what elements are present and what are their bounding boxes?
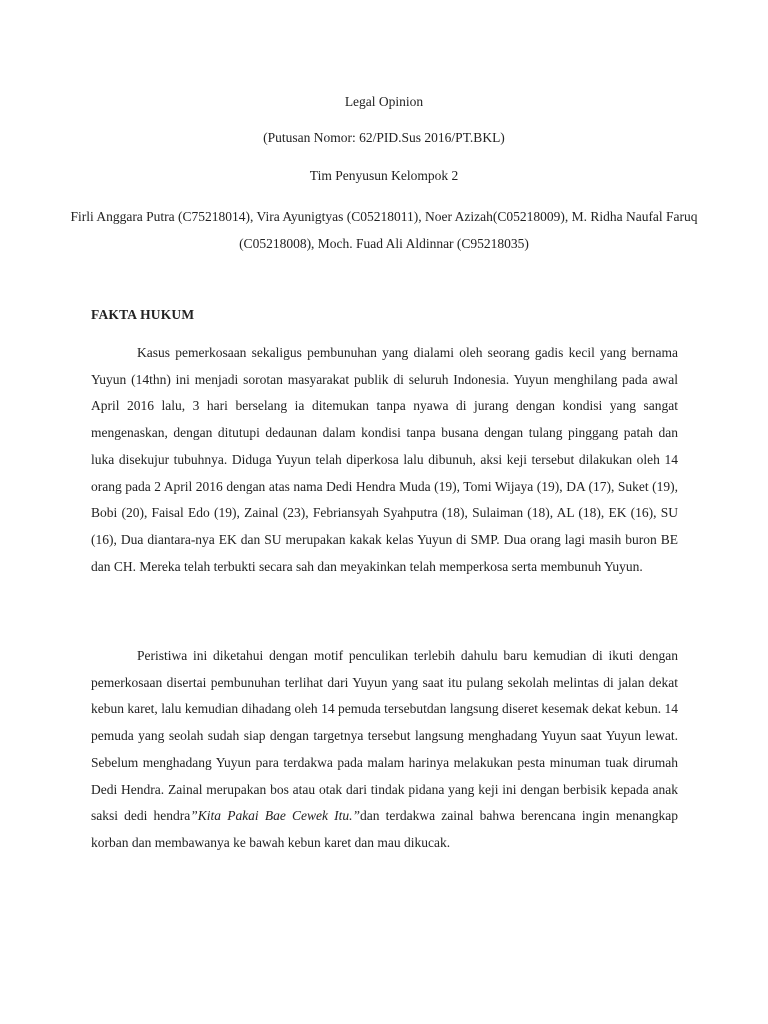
author-list: Firli Anggara Putra (C75218014), Vira Ayunigtyas (C05218011), Noer Azizah(C05218009), M. Ridha Naufal Faruq (C05218008), Moch. Fuad Ali Aldinnar (C95218035) xyxy=(70,209,698,251)
team-name: Tim Penyusun Kelompok 2 xyxy=(309,168,459,183)
paragraph-facts-2 xyxy=(91,643,678,857)
quoted-statement: ”Kita Pakai Bae Cewek Itu.” xyxy=(190,808,360,824)
paragraph-2-text-before-quote: Peristiwa ini diketahui dengan motif penculikan terlebih dahulu baru kemudian di ikuti dengan pemerkosaan disertai pembunuhan terlihat dari Yuyun yang saat itu pulang sekolah melintas di jalan dekat kebun karet, lalu kemudian dihadang oleh 14 pemuda tersebutdan langsung diseret kesemak dekat kebun. 14 pemuda yang seolah sudah siap dengan targetnya tersebut langsung menghadang Yuyun saat Yuyun lewat. Sebelum menghadang Yuyun para terdakwa pada malam harinya melakukan pesta minuman tuak dirumah Dedi Hendra. Zainal merupakan bos atau otak dari tindak pidana yang keji ini dengan berbisik kepada anak saksi dedi hendra xyxy=(91,648,678,824)
section-heading: FAKTA HUKUM xyxy=(91,307,195,322)
case-number: (Putusan Nomor: 62/PID.Sus 2016/PT.BKL) xyxy=(263,130,505,145)
paragraph-facts-1: Kasus pemerkosaan sekaligus pembunuhan yang dialami oleh seorang gadis kecil yang bernama Yuyun (14thn) ini menjadi sorotan masyarakat publik di seluruh Indonesia. Yuyun menghilang pada awal April 2016 lalu, 3 hari berselang ia ditemukan tanpa nyawa di jurang dengan kondisi yang sangat mengenaskan, dengan ditutupi dedaunan dalam kondisi tanpa busana dengan tulang pinggang patah dan luka disekujur tubuhnya. Diduga Yuyun telah diperkosa lalu dibunuh, aksi keji tersebut dilakukan oleh 14 orang pada 2 April 2016 dengan atas nama Dedi Hendra Muda (19), Tomi Wijaya (19), DA (17), Suket (19), Bobi (20), Faisal Edo (19), Zainal (23), Febriansyah Syahputra (18), Sulaiman (18), AL (18), EK (16), SU (16), Dua diantara-nya EK dan SU merupakan kakak kelas Yuyun di SMP. Dua orang lagi masih buron BE dan CH. Mereka telah terbukti secara sah dan meyakinkan telah memperkosa serta membunuh Yuyun. xyxy=(91,345,678,574)
paragraph-2-text-after-quote: dan terdakwa zainal bahwa berencana ingin menangkap korban dan membawanya ke bawah kebun karet dan mau dikucak. xyxy=(91,808,679,850)
document-title: Legal Opinion xyxy=(344,94,424,109)
